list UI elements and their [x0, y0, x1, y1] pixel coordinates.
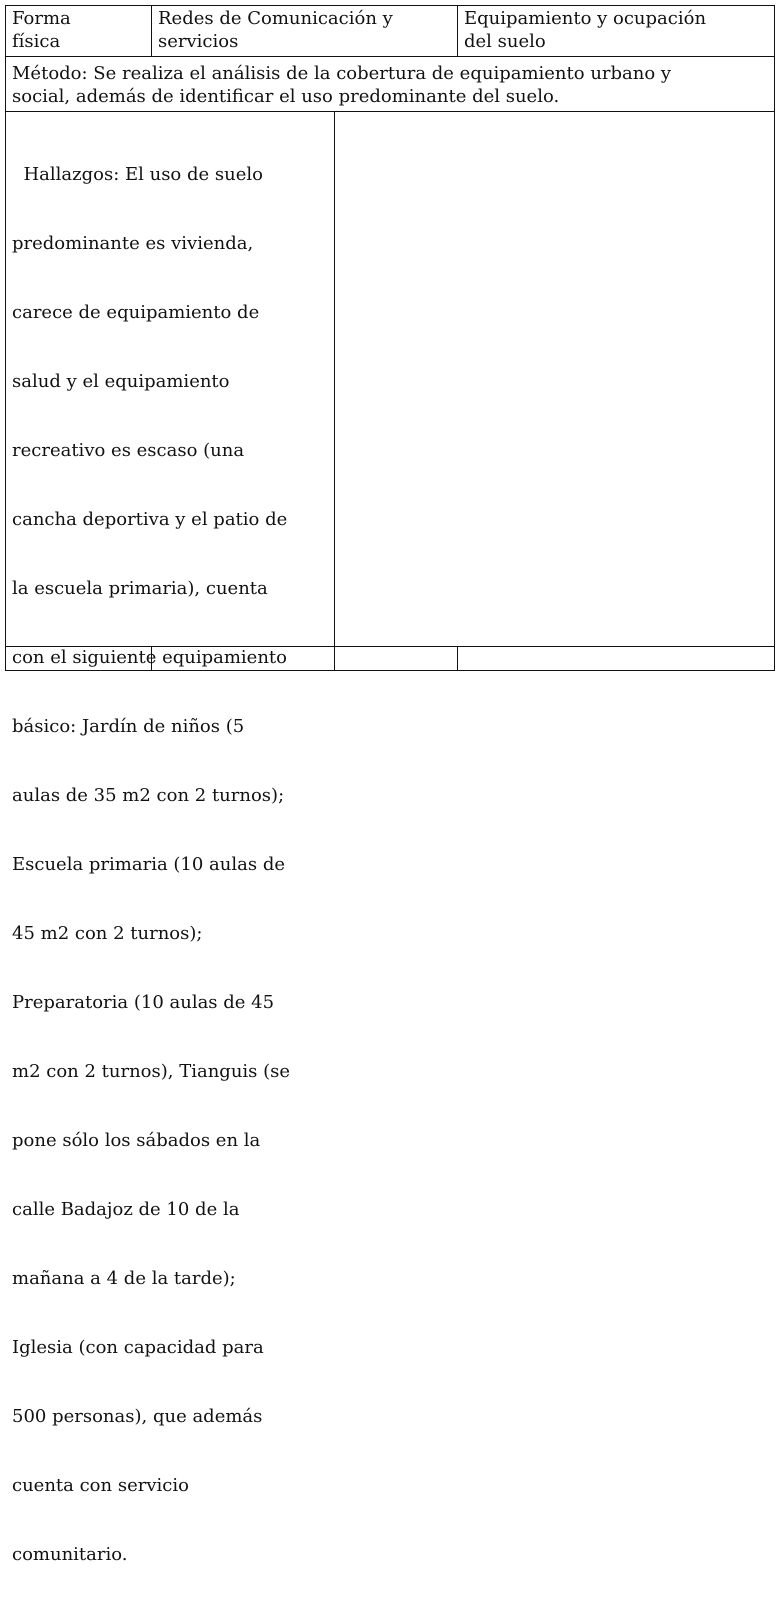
header-divider-1: [151, 5, 152, 56]
findings-line-20: cuenta con servicio: [12, 1475, 189, 1496]
findings-line-19: 500 personas), que además: [12, 1406, 263, 1427]
findings-line-6: cancha deportiva y el patio de: [12, 509, 288, 530]
last-row-cell-1: [6, 647, 151, 670]
last-row-cell-3: [335, 647, 457, 670]
header-col3-line-1: Equipamiento y ocupación: [464, 8, 707, 29]
table-border-left: [5, 5, 6, 671]
table-border-right: [774, 5, 775, 671]
header-col1-line-2: física: [12, 31, 61, 52]
findings-line-1: Hallazgos: El uso de suelo: [12, 164, 263, 185]
header-col2-line-2: servicios: [158, 31, 239, 52]
findings-line-4: salud y el equipamiento: [12, 371, 230, 392]
header-col-forma-fisica: [12, 7, 150, 53]
findings-line-15: pone sólo los sábados en la: [12, 1130, 261, 1151]
findings-line-16: calle Badajoz de 10 de la: [12, 1199, 240, 1220]
findings-line-2: predominante es vivienda,: [12, 233, 254, 254]
findings-line-11: Escuela primaria (10 aulas de: [12, 854, 286, 875]
findings-line-10: aulas de 35 m2 con 2 turnos);: [12, 785, 285, 806]
findings-line-5: recreativo es escaso (una: [12, 440, 245, 461]
header-col-redes: [158, 7, 454, 53]
header-col-equipamiento: [464, 7, 772, 53]
table-border-top: [5, 5, 775, 6]
findings-line-17: mañana a 4 de la tarde);: [12, 1268, 236, 1289]
findings-line-21: comunitario.: [12, 1544, 128, 1565]
last-row-cell-2: [152, 647, 334, 670]
header-col1-line-1: Forma: [12, 8, 71, 29]
header-bottom-rule: [5, 56, 775, 57]
findings-line-12: 45 m2 con 2 turnos);: [12, 923, 203, 944]
findings-right-empty-cell: [335, 112, 774, 646]
method-line-1: Método: Se realiza el análisis de la cobertura de equipamiento urbano y: [12, 63, 672, 84]
method-text: [12, 62, 772, 108]
method-line-2: social, además de identificar el uso predominante del suelo.: [12, 86, 560, 107]
findings-line-13: Preparatoria (10 aulas de 45: [12, 992, 275, 1013]
findings-line-3: carece de equipamiento de: [12, 302, 260, 323]
last-row-cell-4: [458, 647, 774, 670]
header-col3-line-2: del suelo: [464, 31, 546, 52]
findings-line-18: Iglesia (con capacidad para: [12, 1337, 264, 1358]
findings-line-14: m2 con 2 turnos), Tianguis (se: [12, 1061, 291, 1082]
header-col2-line-1: Redes de Comunicación y: [158, 8, 393, 29]
findings-line-7: la escuela primaria), cuenta: [12, 578, 268, 599]
header-divider-2: [457, 5, 458, 56]
findings-text: [12, 117, 332, 1612]
findings-line-9: básico: Jardín de niños (5: [12, 716, 245, 737]
findings-line-8: con el siguiente equipamiento: [12, 647, 288, 668]
